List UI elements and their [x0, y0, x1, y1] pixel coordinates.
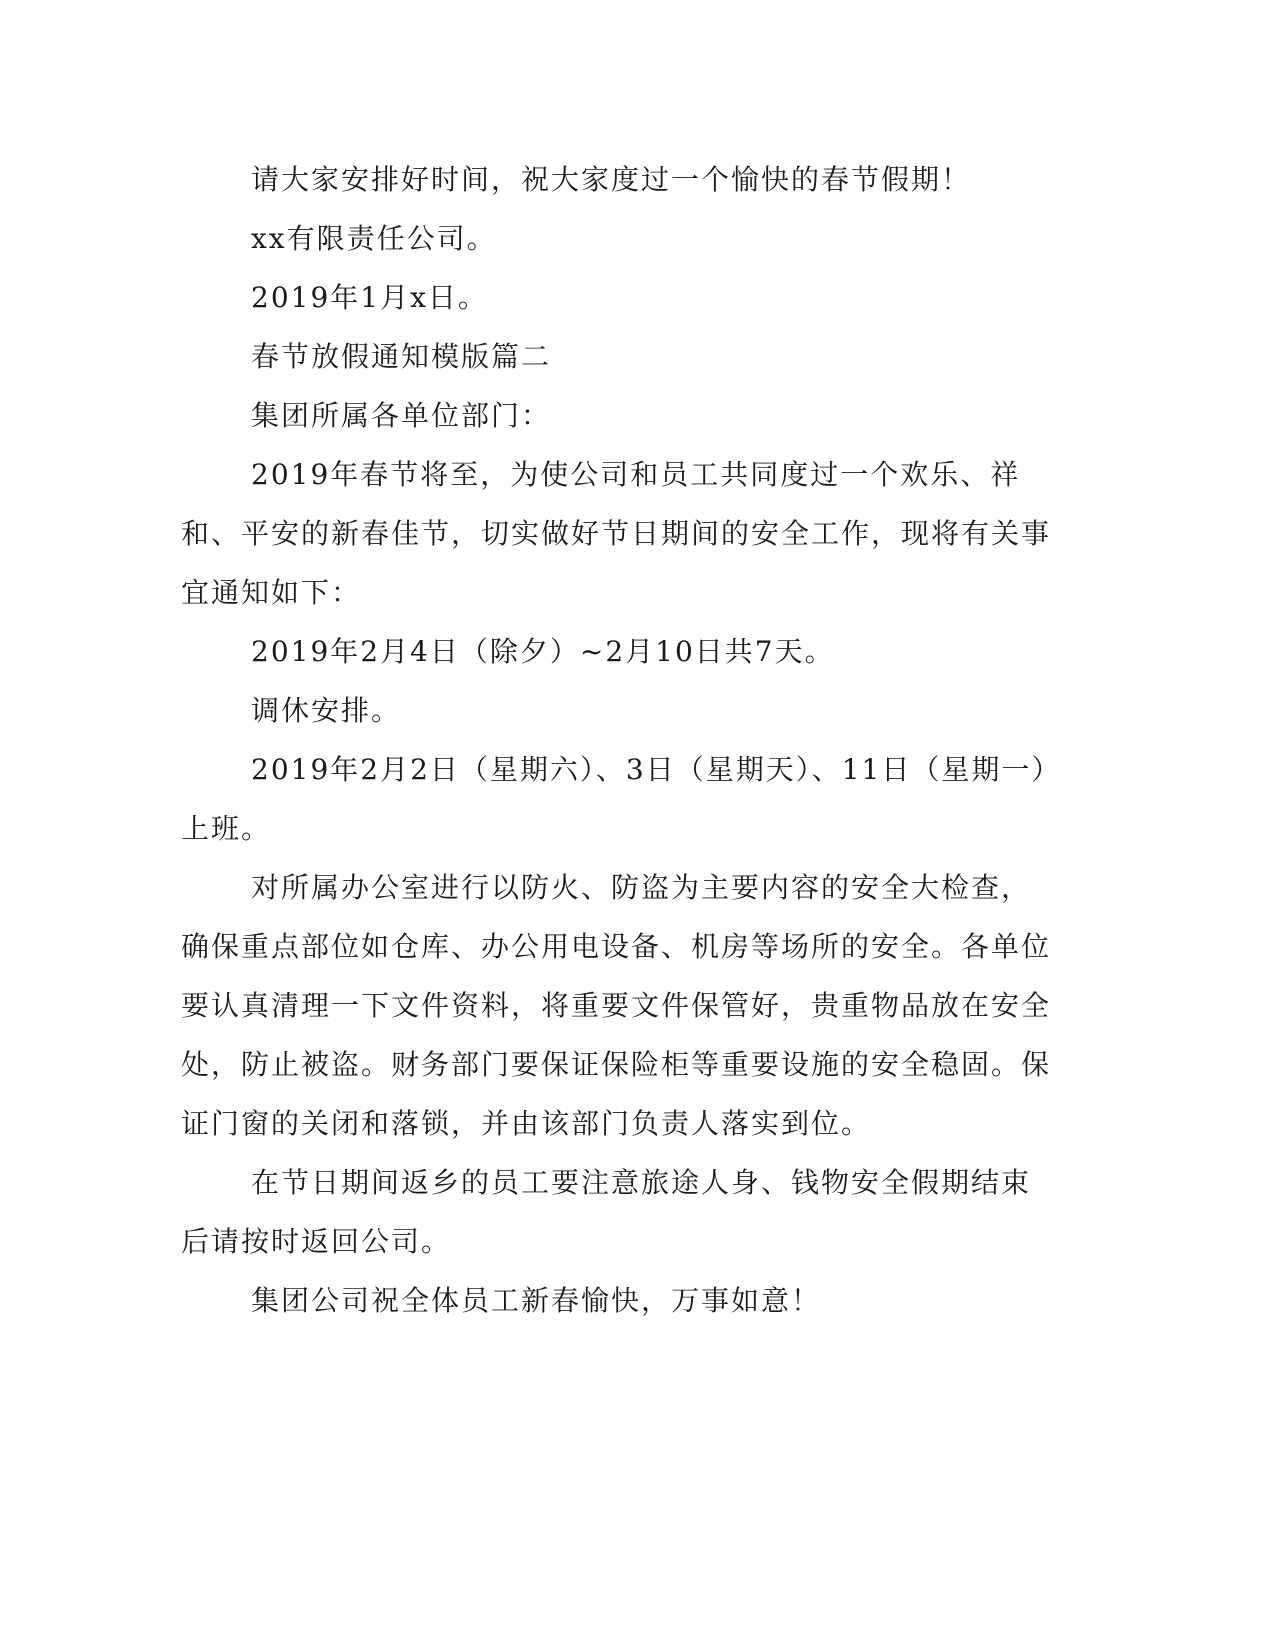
safety-inspection-paragraph: 对所属办公室进行以防火、防盗为主要内容的安全大检查，确保重点部位如仓库、办公用电设备、机房等场所的安全。各单位要认真清理一下文件资料，将重要文件保管好，贵重物品放在安全处，防止被盗。财务部门要保证保险柜等重要设施的安全稳固。保证门窗的关闭和落锁，并由该部门负责人落实到位。 [181, 871, 1052, 1140]
workday-paragraph: 2019年2月2日（星期六）、3日（星期天）、11日（星期一）上班。 [181, 753, 1048, 845]
document-body [181, 150, 1051, 1330]
rest-arrangement-heading: 调休安排。 [251, 694, 402, 727]
intro-paragraph: 2019年春节将至，为使公司和员工共同度过一个欢乐、祥和、平安的新春佳节，切实做好节日期间的安全工作，现将有关事宜通知如下： [181, 458, 1052, 609]
closing-wish-paragraph: 请大家安排好时间，祝大家度过一个愉快的春节假期！ [251, 163, 972, 196]
section-title: 春节放假通知模版篇二 [251, 340, 552, 373]
company-signature: xx有限责任公司。 [251, 222, 497, 255]
salutation: 集团所属各单位部门： [251, 399, 552, 432]
signature-date: 2019年1月x日。 [251, 281, 488, 314]
holiday-dates-paragraph: 2019年2月4日（除夕）~2月10日共7天。 [251, 635, 835, 668]
travel-safety-paragraph: 在节日期间返乡的员工要注意旅途人身、钱物安全假期结束后请按时返回公司。 [181, 1166, 1032, 1258]
greeting-paragraph: 集团公司祝全体员工新春愉快，万事如意！ [251, 1284, 822, 1317]
